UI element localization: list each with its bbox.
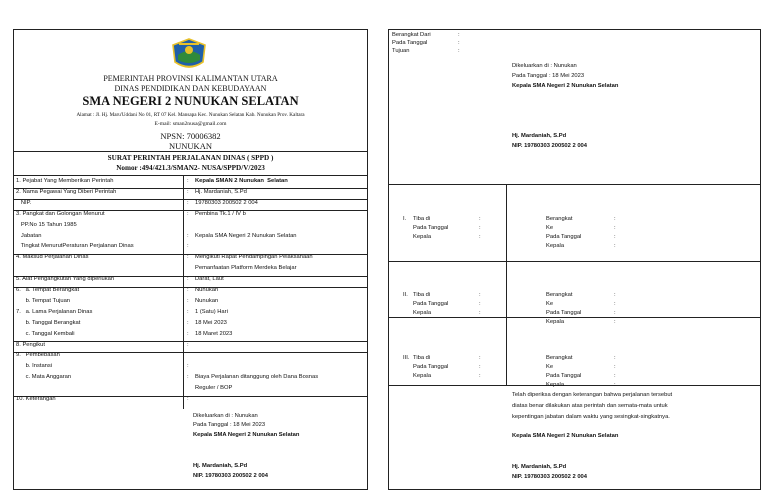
section-divider [389, 261, 760, 262]
top-signer-nip: NIP. 19780303 200502 2 004 [512, 143, 587, 149]
form-row-value: Nunukan [195, 297, 219, 304]
document-number: Nomor :494/421.3/SMAN2- NUSA/SPPD/V/2023 [116, 164, 265, 172]
form-row-label: 6. a. Tempat Berangkat [16, 287, 80, 293]
form-row-colon: : [187, 232, 189, 239]
form-row-label: Jabatan [16, 232, 42, 239]
stage-pada-tanggal-label: Pada Tanggal [413, 225, 449, 231]
form-row-label: b. Instansi [16, 363, 53, 370]
stage-berangkat-label: Berangkat [546, 355, 573, 361]
form-row-label: Tingkat MenurutPeraturan Perjalanan Dinas [16, 243, 134, 250]
form-row-label: 4. Maksud Perjalanan Dinas [16, 254, 89, 261]
form-row-colon: : [187, 363, 189, 370]
provincial-crest-logo [169, 38, 209, 72]
colon: : [479, 225, 481, 231]
header-department: DINAS PENDIDIKAN DAN KEBUDAYAAN [114, 84, 267, 93]
stage-berangkat-label: Berangkat [546, 292, 573, 298]
header-government: PEMERINTAH PROVINSI KALIMANTAN UTARA [103, 74, 278, 83]
stage-pada-tanggal-2-label: Pada Tanggal [546, 310, 582, 316]
form-row-label: 1. Pejabat Yang Memberikan Perintah [16, 178, 114, 184]
signature-date: Pada Tanggal : 18 Mei 2023 [193, 422, 266, 428]
header-city: NUNUKAN [169, 141, 212, 151]
colon: : [614, 243, 616, 249]
sppd-front-page [13, 29, 368, 490]
stage-tiba-label: Tiba di [413, 292, 431, 298]
stage-kepala-label: Kepala [413, 373, 432, 379]
form-row-label: 2. Nama Pegawai Yang Diberi Perintah [16, 188, 117, 195]
stage-number: I. [403, 216, 407, 222]
signature-name: Hj. Mardaniah, S.Pd [193, 463, 248, 469]
form-row-label: 5. Alat Pengangkutan Yang diperlukan [16, 276, 115, 283]
stage-kepala-2-label: Kepala [546, 319, 565, 325]
stage-kepala-2-label: Kepala [546, 382, 565, 388]
form-row-value: Reguler / BOP [195, 385, 233, 392]
verification-signer-name: Hj. Mardaniah, S.Pd [512, 464, 567, 470]
form-row-colon: : [187, 374, 189, 381]
verification-line-3: kepentingan jabatan dalam waktu yang sesingkat-singkatnya. [512, 414, 670, 420]
pada-tanggal-label: Pada Tanggal [392, 40, 428, 46]
form-row-value: 18 Mei 2023 [195, 319, 227, 326]
colon: : [614, 292, 616, 298]
signature-issued-at: Dikeluarkan di : Nunukan [193, 413, 258, 419]
section-divider [389, 317, 760, 318]
top-date: Pada Tanggal : 18 Mei 2023 [512, 73, 585, 79]
top-issued-at: Dikeluarkan di : Nunukan [512, 63, 577, 69]
top-signer-name: Hj. Mardaniah, S.Pd [512, 133, 567, 139]
signature-position: Kepala SMA Negeri 2 Nunukan Selatan [193, 432, 300, 438]
colon: : [614, 373, 616, 379]
stage-number: II. [403, 292, 408, 298]
form-row-value: Mengikuti Rapat Pendampingan Pelaksanaan [195, 254, 313, 261]
form-row-value: 19780303 200502 2 004 [195, 199, 258, 206]
form-row-colon: : [187, 396, 189, 402]
section-divider [389, 385, 760, 386]
section-divider [389, 184, 760, 185]
form-row-colon: : [187, 341, 189, 348]
colon: : [458, 32, 460, 38]
form-row-colon: : [187, 210, 189, 217]
colon: : [614, 364, 616, 370]
row-divider [14, 396, 367, 397]
colon: : [479, 310, 481, 316]
form-row-colon: : [187, 276, 189, 283]
stage-pada-tanggal-label: Pada Tanggal [413, 364, 449, 370]
stage-tiba-label: Tiba di [413, 355, 431, 361]
form-row-value: Kepala SMA Negeri 2 Nunukan Selatan [195, 232, 297, 239]
row-divider [14, 199, 367, 200]
form-row-colon: : [187, 188, 189, 195]
form-row-value: 1 (Satu) Hari [195, 308, 228, 315]
sppd-back-page [388, 29, 761, 490]
stage-pada-tanggal-2-label: Pada Tanggal [546, 373, 582, 379]
colon: : [614, 225, 616, 231]
form-row-value: Pemanfaatan Platform Merdeka Belajar [195, 265, 297, 272]
column-divider [506, 184, 507, 385]
tujuan-label: Tujuan [392, 48, 410, 54]
colon: : [479, 292, 481, 298]
form-row-colon: : [187, 178, 189, 184]
header-email: E-mail: sman2nusa@gmail.com [154, 121, 227, 127]
form-row-value: 18 Maret 2023 [195, 330, 233, 337]
colon: : [479, 355, 481, 361]
colon: : [614, 319, 616, 325]
verification-line-1: Telah diperiksa dengan keterangan bahwa perjalanan tersebut [512, 392, 673, 398]
colon: : [479, 216, 481, 222]
stage-ke-label: Ke [546, 364, 554, 370]
verification-line-2: diatas benar dilakukan atas perintah dan semata-mata untuk [512, 403, 668, 409]
stage-berangkat-label: Berangkat [546, 216, 573, 222]
colon: : [614, 382, 616, 388]
form-row-label: c. Tanggal Kembali [16, 330, 75, 337]
stage-kepala-label: Kepala [413, 234, 432, 240]
top-position: Kepala SMA Negeri 2 Nunukan Selatan [512, 83, 619, 89]
form-row-colon: : [187, 308, 189, 315]
colon: : [479, 301, 481, 307]
stage-ke-label: Ke [546, 225, 554, 231]
form-row-value: Biaya Perjalanan ditanggung oleh Dana Bosnas [195, 374, 319, 381]
form-row-label: c. Mata Anggaran [16, 374, 72, 381]
verification-position: Kepala SMA Negeri 2 Nunukan Selatan [512, 433, 619, 439]
colon: : [614, 355, 616, 361]
stage-pada-tanggal-2-label: Pada Tanggal [546, 234, 582, 240]
verification-signer-nip: NIP. 19780303 200502 2 004 [512, 474, 587, 480]
form-row-colon: : [187, 330, 189, 337]
header-address: Alamat : Jl. Hj. Maru'Uddani No 01, RT 07 Kel. Mansapa Kec. Nunukan Selatan Kab. Nunukan Prov. Kaltara [76, 112, 305, 118]
berangkat-dari-label: Berangkat Dari [392, 32, 431, 38]
header-npsn: NPSN: 70006382 [160, 131, 221, 141]
form-row-label: b. Tempat Tujuan [16, 297, 71, 304]
stage-tiba-label: Tiba di [413, 216, 431, 222]
form-row-value: Darat, Laut [195, 276, 224, 283]
form-row-label: NIP. [16, 199, 32, 206]
form-row-colon: : [187, 297, 189, 304]
colon: : [479, 373, 481, 379]
form-row-colon: : [187, 254, 189, 261]
colon: : [614, 216, 616, 222]
form-row-label: 3. Pangkat dan Golongan Menurut [16, 210, 105, 217]
stage-pada-tanggal-label: Pada Tanggal [413, 301, 449, 307]
form-row-label: 9. Pembebasan [16, 352, 60, 359]
colon: : [614, 310, 616, 316]
form-row-colon: : [187, 243, 189, 250]
title-divider [14, 175, 367, 176]
form-row-label: PP.No 15 Tahun 1985 [16, 221, 77, 228]
form-row-label: 10. Keterangan [16, 396, 56, 402]
stage-number: III. [403, 355, 410, 361]
form-row-value: Nunukan [195, 287, 219, 293]
stage-ke-label: Ke [546, 301, 554, 307]
colon: : [458, 40, 460, 46]
header-divider [14, 151, 367, 152]
stage-kepala-label: Kepala [413, 310, 432, 316]
header-school-name: SMA NEGERI 2 NUNUKAN SELATAN [82, 94, 299, 108]
colon: : [458, 48, 460, 54]
form-row-colon: : [187, 199, 189, 206]
colon: : [614, 234, 616, 240]
signature-nip: NIP. 19780303 200502 2 004 [193, 473, 268, 479]
form-row-value: Hj. Mardaniah, S.Pd [195, 188, 247, 195]
document-title: SURAT PERINTAH PERJALANAN DINAS ( SPPD ) [107, 154, 274, 162]
row-divider [14, 341, 367, 342]
form-row-label: b. Tanggal Berangkat [16, 319, 81, 326]
colon: : [614, 301, 616, 307]
form-row-value: Kepala SMAN 2 Nunukan Selatan [195, 178, 288, 184]
row-divider [14, 352, 367, 353]
form-row-colon: : [187, 319, 189, 326]
form-row-label: 7. a. Lama Perjalanan Dinas [16, 308, 93, 315]
colon: : [479, 234, 481, 240]
form-row-label: 8. Pengikut [16, 341, 46, 348]
form-row-value: Pembina Tk.1 / IV b [195, 210, 246, 217]
colon: : [479, 364, 481, 370]
form-row-colon: : [187, 287, 189, 293]
stage-kepala-2-label: Kepala [546, 243, 565, 249]
